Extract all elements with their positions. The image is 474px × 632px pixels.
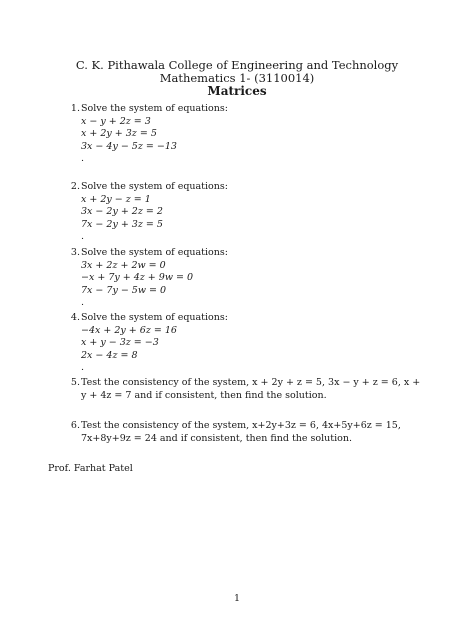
period: .	[81, 362, 85, 374]
question-text: Test the consistency of the system, x + 2y + z = 5, 3x − y + z = 6, x + y + 4z = 7 and if consistent, then find the solution.	[81, 377, 421, 401]
equation: x + 2y − z = 1	[81, 193, 151, 205]
question-number: 3.	[70, 247, 80, 258]
college-name: C. K. Pithawala College of Engineering and Technology	[75, 58, 399, 72]
period: .	[81, 231, 85, 243]
question-number: 2.	[70, 181, 80, 192]
equation: 7x − 7y − 5w = 0	[81, 284, 167, 296]
equation: x + 2y + 3z = 5	[81, 128, 157, 140]
course-title: Mathematics 1- (3110014)	[159, 71, 315, 85]
topic-title: Matrices	[207, 84, 267, 98]
equation: x − y + 2z = 3	[81, 115, 151, 127]
period: .	[81, 297, 85, 309]
question-prompt: Solve the system of equations:	[81, 312, 228, 323]
author-name: Prof. Farhat Patel	[48, 463, 133, 474]
equation: 7x − 2y + 3z = 5	[81, 218, 163, 230]
question-number: 1.	[70, 103, 80, 114]
equation: 3x + 2z + 2w = 0	[81, 259, 166, 271]
question-prompt: Solve the system of equations:	[81, 103, 228, 114]
question-number: 5.	[70, 377, 80, 388]
page-number: 1	[233, 593, 241, 604]
equation: 3x − 4y − 5z = −13	[81, 140, 177, 152]
period: .	[81, 153, 85, 165]
question-prompt: Solve the system of equations:	[81, 181, 228, 192]
question-prompt: Solve the system of equations:	[81, 247, 228, 258]
equation: 2x − 4z = 8	[81, 349, 138, 361]
question-text: Test the consistency of the system, x+2y+3z = 6, 4x+5y+6z = 15, 7x+8y+9z = 24 and if consistent, then find the solution.	[81, 420, 401, 444]
equation: 3x − 2y + 2z = 2	[81, 206, 163, 218]
equation: x + y − 3z = −3	[81, 337, 159, 349]
equation: −x + 7y + 4z + 9w = 0	[81, 272, 193, 284]
question-number: 4.	[70, 312, 80, 323]
question-number: 6.	[70, 420, 80, 431]
equation: −4x + 2y + 6z = 16	[81, 324, 177, 336]
